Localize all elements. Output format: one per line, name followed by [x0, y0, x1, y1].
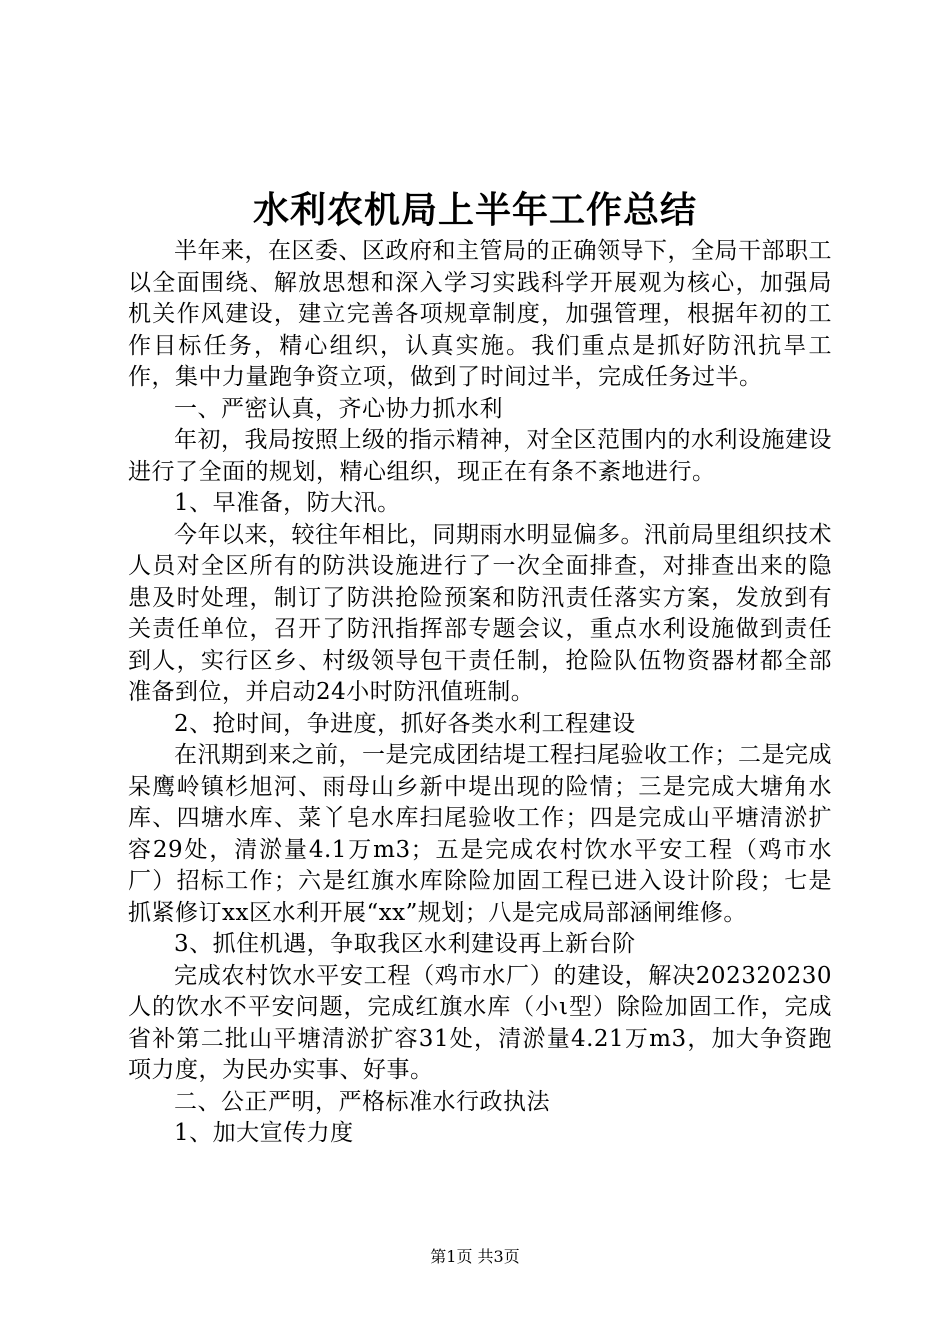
intro-paragraph: 半年来，在区委、区政府和主管局的正确领导下，全局干部职工以全面围绕、解放思想和深入学习实践科学开展观为核心，加强局机关作风建设，建立完善各项规章制度，加强管理，根据年初的工作目标任务，精心组织，认真实施。我们重点是抓好防汛抗旱工作，集中力量跑争资立项，做到了时间过半，完成任务过半。 [128, 238, 832, 390]
subsection-heading-1-3: 3、抓住机遇，争取我区水利建设再上新台阶 [174, 931, 636, 957]
subsection-heading-1-2: 2、抢时间，争进度，抓好各类水利工程建设 [174, 710, 636, 737]
section-1-paragraph: 年初，我局按照上级的指示精神，对全区范围内的水利设施建设进行了全面的规划，精心组织，现正在有条不紊地进行。 [128, 427, 832, 485]
section-heading-2: 二、公正严明，严格标准水行政执法 [174, 1088, 550, 1115]
page-footer: 第1页 共3页 [430, 1247, 520, 1266]
subsection-1-2-paragraph: 在汛期到来之前，一是完成团结堤工程扫尾验收工作；二是完成呆鹰岭镇杉旭河、雨母山乡新中堤出现的险情；三是完成大塘角水库、四塘水库、菜丫皂水库扫尾验收工作；四是完成山平塘清淤扩容29处，清淤量4.1万m3；五是完成农村饮水平安工程（鸡市水厂）招标工作；六是红旗水库除险加固工程已进入设计阶段；七是抓紧修订xx区水利开展“xx”规划；八是完成局部涵闸维修。 [128, 742, 832, 926]
subsection-heading-2-1: 1、加大宣传力度 [174, 1120, 354, 1146]
subsection-heading-1-1: 1、早准备，防大汛。 [174, 490, 401, 516]
document-body [128, 236, 832, 1150]
document-title: 水利农机局上半年工作总结 [252, 189, 697, 231]
section-heading-1: 一、严密认真，齐心协力抓水利 [174, 395, 503, 422]
subsection-1-3-paragraph: 完成农村饮水平安工程（鸡市水厂）的建设，解决202320230人的饮水不平安问题，完成红旗水库（小ι型）除险加固工作，完成省补第二批山平塘清淤扩容31处，清淤量4.21万m3，加大争资跑项力度，为民办实事、好事。 [128, 962, 832, 1083]
subsection-1-1-paragraph: 今年以来，较往年相比，同期雨水明显偏多。汛前局里组织技术人员对全区所有的防洪设施进行了一次全面排查，对排查出来的隐患及时处理，制订了防洪抢险预案和防汛责任落实方案，发放到有关责任单位，召开了防汛指挥部专题会议，重点水利设施做到责任到人，实行区乡、村级领导包干责任制，抢险队伍物资器材都全部准备到位，并启动24小时防汛值班制。 [128, 521, 832, 705]
